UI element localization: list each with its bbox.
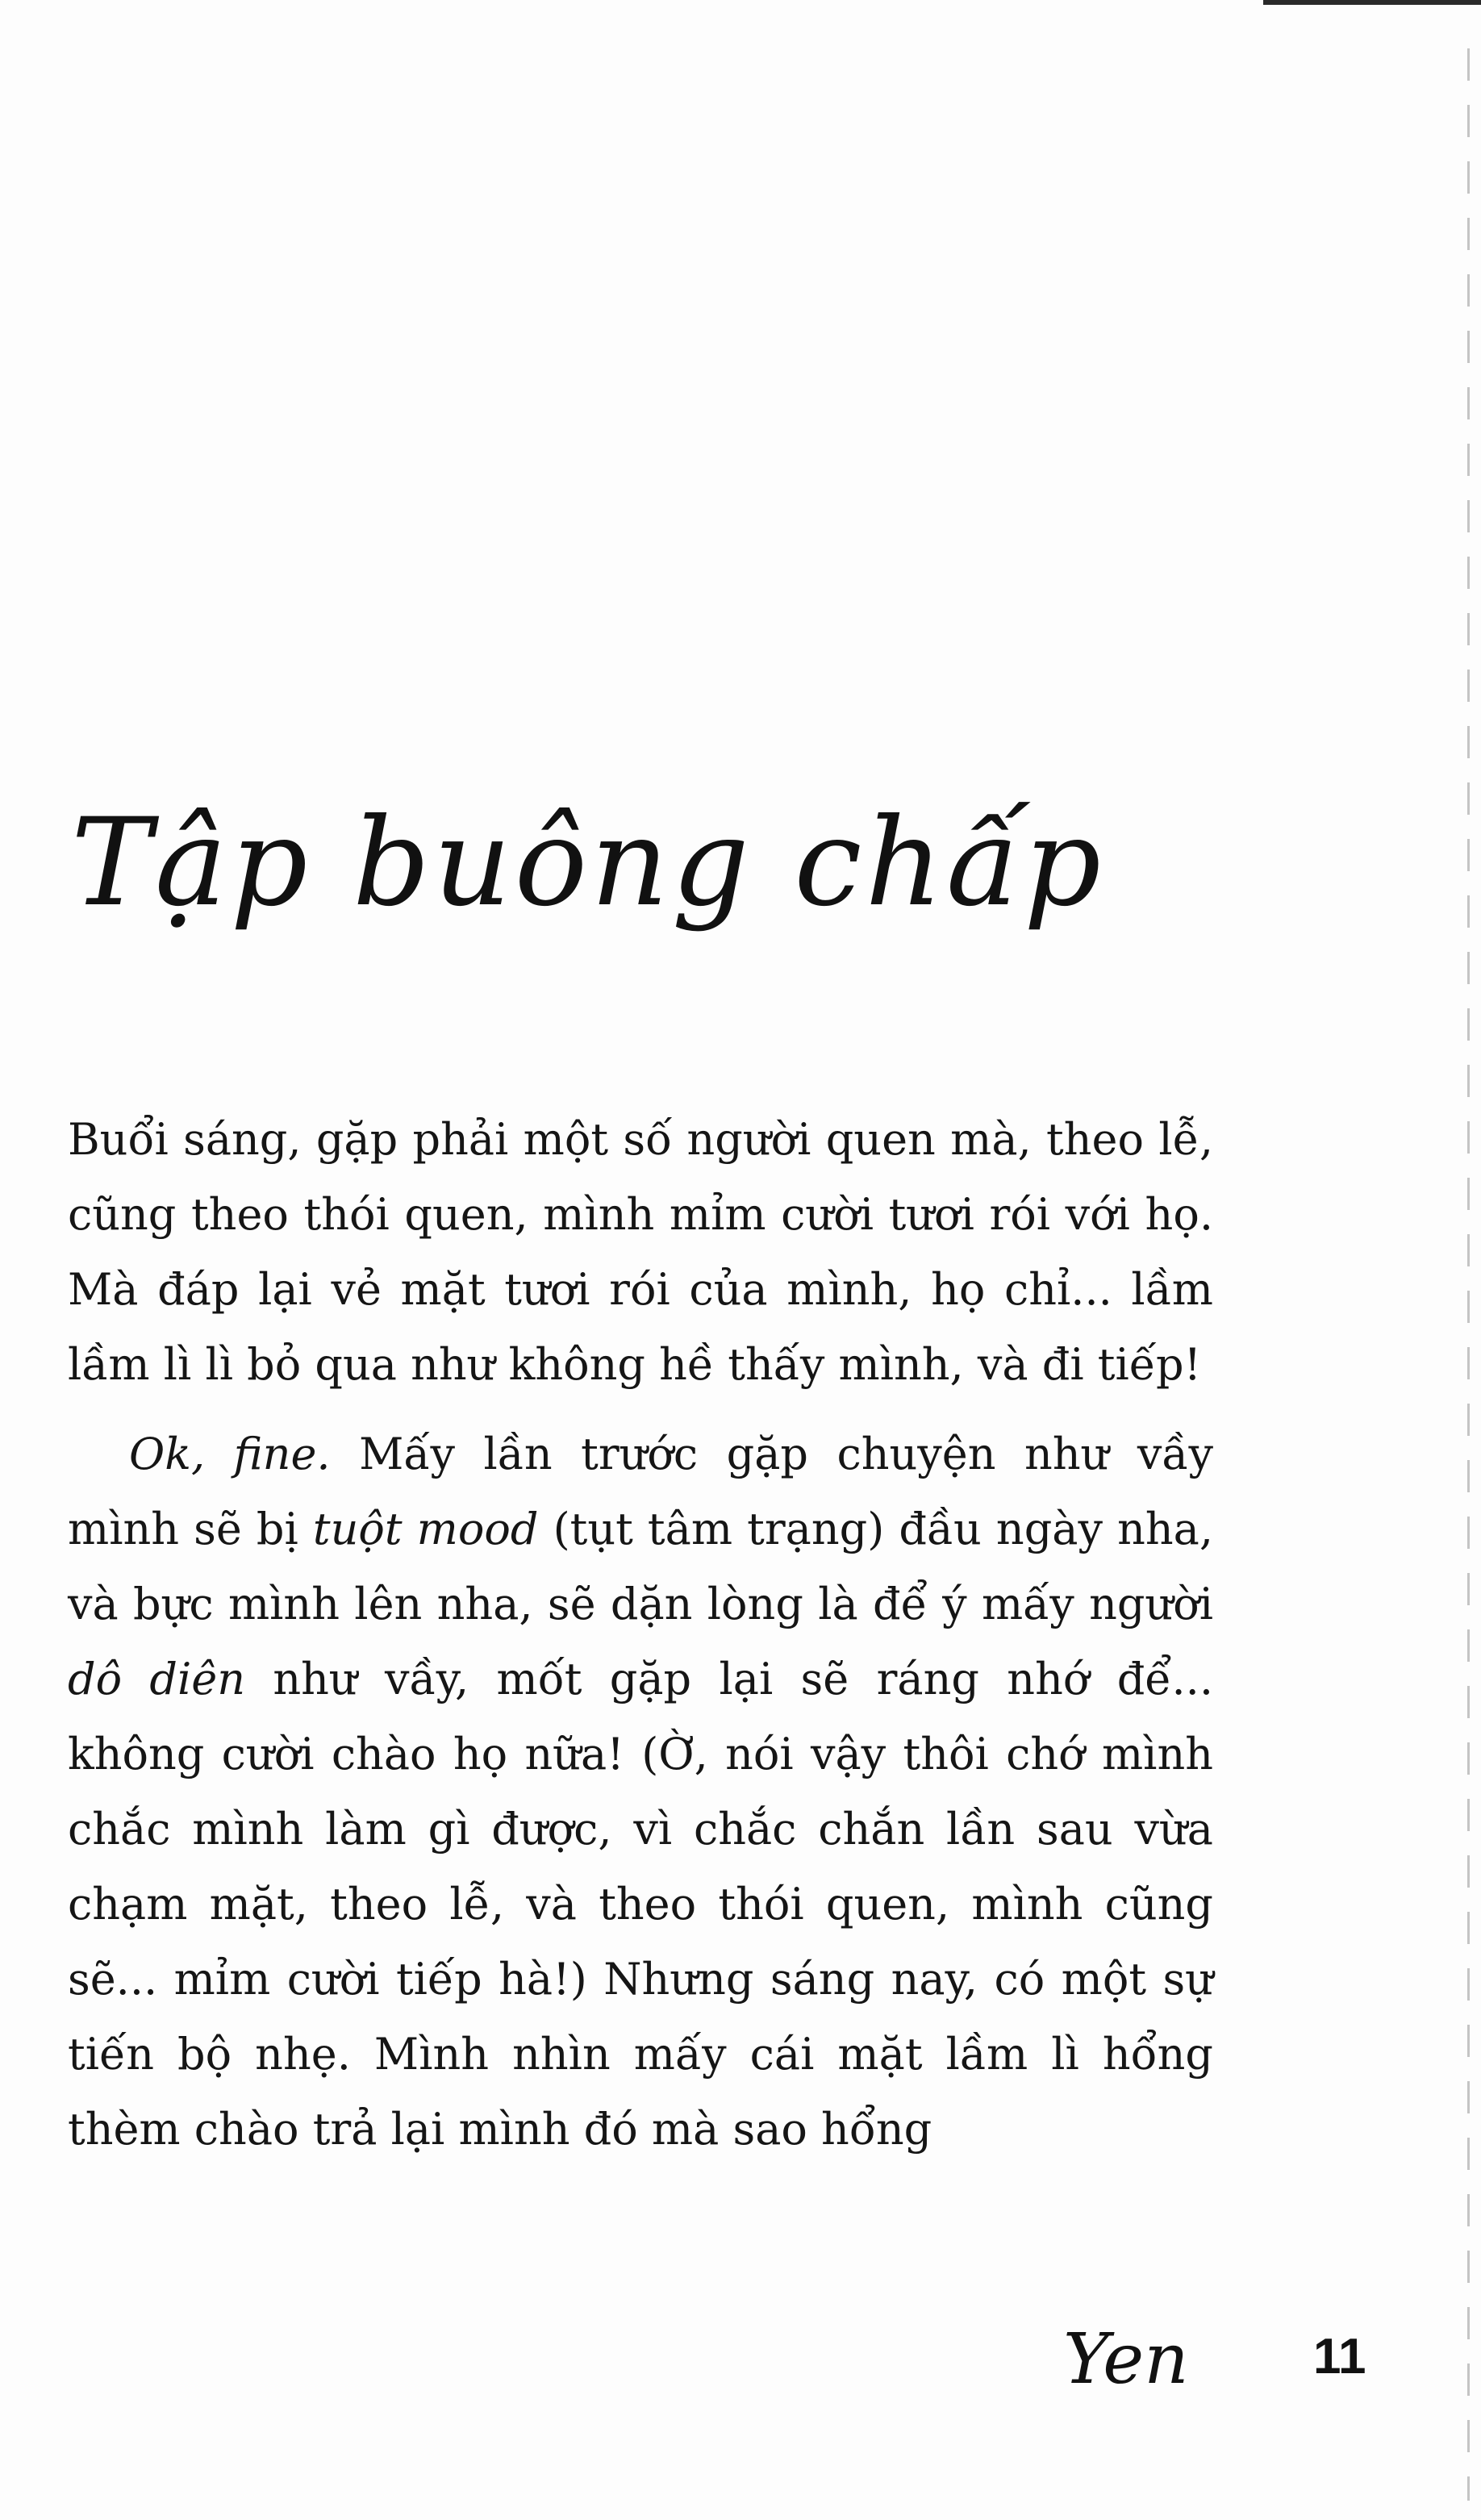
italic-run: Ok, fine. [129,1429,331,1479]
text-run: như vầy, mốt gặp lại sẽ ráng nhớ để... không cười chào họ nữa! (Ờ, nói vậy thôi chớ mình chắc mình làm gì được, vì chắc chắn lần sau vừa chạm mặt, theo lễ, và theo thói quen, mình cũng sẽ... mỉm cười tiếp hà!) Nhưng sáng nay, có một sự tiến bộ nhẹ. Mình nhìn mấy cái mặt lầm lì hổng thèm chào trả lại mình đó mà sao hổng [68,1654,1213,2155]
italic-run: dô diên [68,1654,246,1704]
paragraph-1 [68,1102,1213,1402]
body-text [68,1102,1213,2181]
page-number: 11 [1313,2329,1366,2384]
paragraph-2 [68,1416,1213,2167]
top-edge-rule [1263,0,1481,5]
text-run: Buổi sáng, gặp phải một số người quen mà, theo lễ, cũng theo thói quen, mình mỉm cười tươi rói với họ. Mà đáp lại vẻ mặt tươi rói của mình, họ chỉ... lầm lầm lì lì bỏ qua như không hề thấy mình, và đi tiếp! [68,1114,1213,1390]
page-edge-shadow [1467,48,1470,2501]
page-footer [0,2307,1481,2420]
chapter-title: Tập buông chấp [71,793,1104,933]
italic-run: tuột mood [312,1504,539,1554]
author-signature: Yen [1063,2319,1189,2400]
text-run: Mấy lần trước gặp chuyện như vầy mình sẽ bị [68,1429,1213,1554]
text-run: (tụt tâm trạng) đầu ngày nha, và bực mình lên nha, sẽ dặn lòng là để ý mấy người [68,1504,1213,1629]
